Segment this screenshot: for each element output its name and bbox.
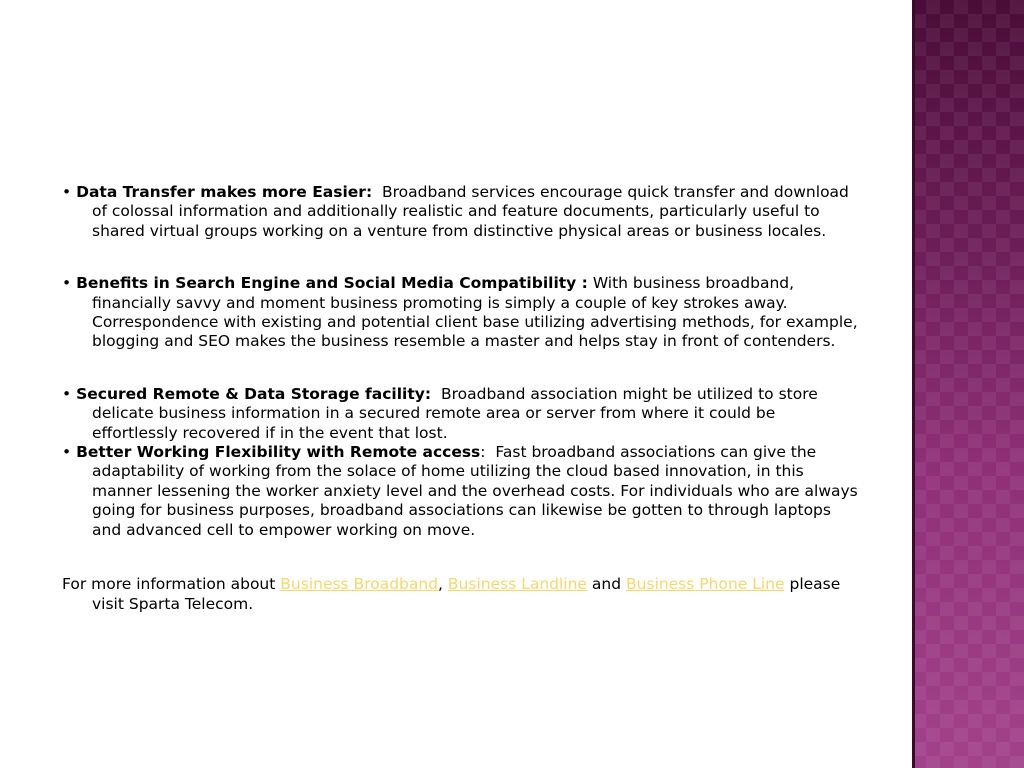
- bullet-heading: Secured Remote & Data Storage facility:: [76, 384, 432, 403]
- bullet-remote-access: [62, 443, 858, 540]
- bullet-body: Broadband services encourage quick transfer and download of colossal information and additionally realistic and feature documents, particularly useful to shared virtual groups working on a venture from distinctive physical areas or business locales.: [92, 183, 849, 240]
- footer-prefix: For more information about: [62, 575, 276, 594]
- bullet-marker: •: [62, 183, 72, 201]
- decorative-side-band: [912, 0, 1024, 768]
- bullet-heading: Better Working Flexibility with Remote access: [76, 443, 481, 462]
- footer-separator: and: [591, 575, 622, 594]
- bullet-body: Fast broadband associations can give the adaptability of working from the solace of home utilizing the cloud based innovation, in this manner lessening the worker anxiety level and the overhead costs. For individuals who are always going for business purposes, broadband associations can likewise be gotten to through laptops and advanced cell to empower working on move.: [92, 443, 858, 539]
- footer-separator: ,: [438, 575, 443, 594]
- side-band-edge: [912, 0, 915, 768]
- bullet-data-transfer: [62, 183, 858, 241]
- bullet-heading: Data Transfer makes more Easier:: [76, 183, 373, 201]
- bullet-secured-storage: [62, 385, 858, 443]
- bullet-heading-suffix: :: [480, 443, 486, 462]
- slide-content: [62, 183, 858, 614]
- bullet-heading: Benefits in Search Engine and Social Media Compatibility :: [76, 274, 588, 293]
- bullet-marker: •: [62, 443, 72, 462]
- bullet-marker: •: [62, 384, 72, 403]
- footer-note: [62, 575, 858, 614]
- footer-suffix: please visit Sparta Telecom.: [92, 575, 841, 613]
- business-broadband-link[interactable]: Business Broadband: [280, 575, 439, 594]
- diamond-pattern: [912, 0, 1024, 768]
- business-landline-link[interactable]: Business Landline: [447, 575, 587, 594]
- business-phone-line-link[interactable]: Business Phone Line: [626, 575, 785, 594]
- bullet-body: With business broadband, financially savvy and moment business promoting is simply a couple of key strokes away. Correspondence with existing and potential client base utilizing advertising methods, for example, blogging and SEO makes the business resemble a master and helps stay in front of contenders.: [92, 274, 858, 351]
- bullet-search-social: [62, 274, 858, 352]
- bullet-body: Broadband association might be utilized to store delicate business information in a secured remote area or server from where it could be effortlessly recovered if in the event that lost.: [92, 384, 818, 442]
- bullet-marker: •: [62, 274, 72, 293]
